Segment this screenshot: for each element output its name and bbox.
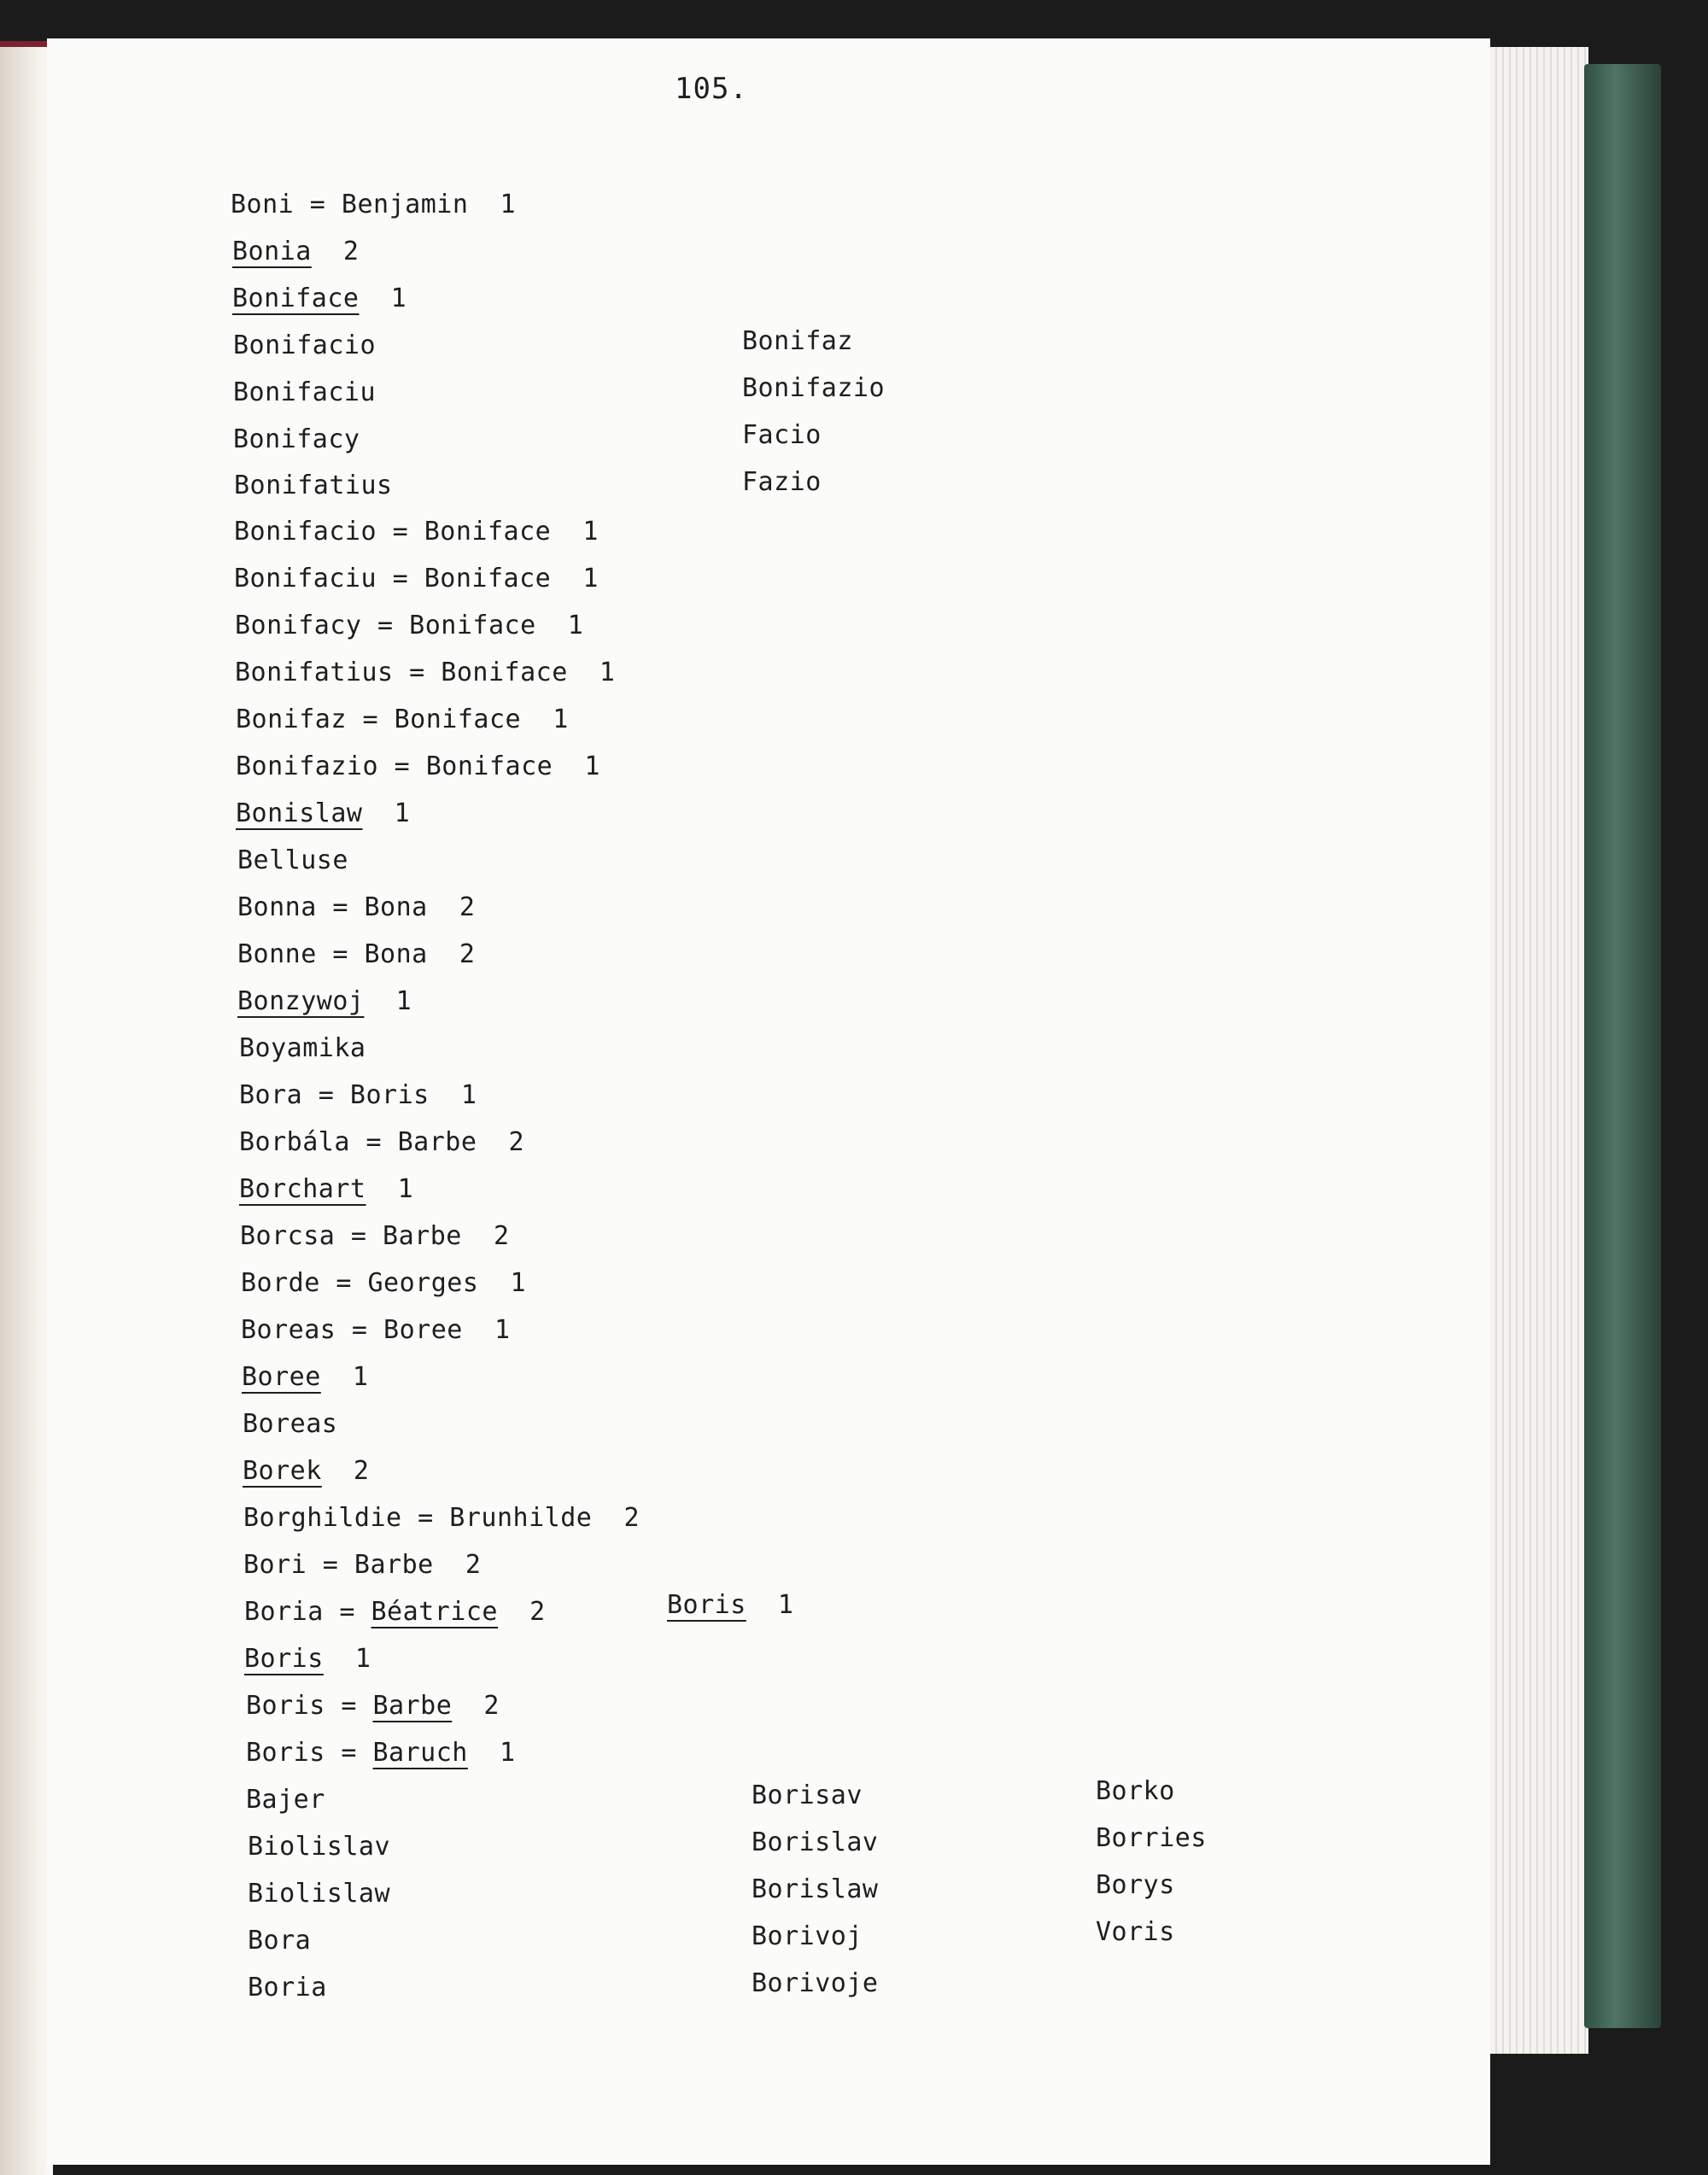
entry-text: Bonna = Bona 2 <box>237 892 476 922</box>
entry-text: Fazio <box>742 467 822 497</box>
entry-text: Borislav <box>752 1827 879 1857</box>
entry-text: Borys <box>1096 1870 1175 1900</box>
entry-text: Bora = Boris 1 <box>239 1080 477 1110</box>
entry-text: Bori = Barbe 2 <box>243 1550 482 1580</box>
left-page-edge <box>0 47 53 2175</box>
index-entry <box>242 1362 369 1393</box>
entry-text: Biolislav <box>248 1832 391 1862</box>
index-entry <box>752 1921 863 1952</box>
underlined-name: Bonia <box>232 237 312 266</box>
entry-text: Bonifacy <box>233 424 360 454</box>
entry-text: Voris <box>1096 1917 1175 1947</box>
index-entry <box>237 986 412 1017</box>
entry-text: 1 <box>323 1644 371 1674</box>
index-entry <box>232 237 360 267</box>
entry-text: Borko <box>1096 1776 1175 1806</box>
index-entry <box>752 1780 863 1811</box>
entry-text: Borries <box>1096 1823 1207 1853</box>
entry-text: 1 <box>746 1590 794 1620</box>
index-entry <box>742 467 822 498</box>
entry-text: 1 <box>359 284 407 313</box>
index-entry <box>234 564 599 594</box>
index-entry <box>239 1174 413 1205</box>
entry-text: Bonifacy = Boniface 1 <box>235 611 584 640</box>
entry-text: Boria <box>248 1973 327 2003</box>
index-entry <box>239 1127 524 1158</box>
index-entry <box>236 751 600 782</box>
entry-text: Bonifaz <box>742 326 853 356</box>
index-entry <box>237 845 348 876</box>
index-entry <box>742 420 822 451</box>
index-entry <box>236 798 410 829</box>
index-entry <box>233 424 360 455</box>
underlined-name: Barbe <box>372 1691 453 1721</box>
page-stack-edge <box>1490 47 1588 2054</box>
entry-text: Borivoj <box>752 1921 863 1951</box>
underlined-name: Bonislaw <box>236 798 363 828</box>
entry-text: Bonifacio <box>233 330 377 360</box>
index-entry <box>244 1597 546 1628</box>
entry-text: Borcsa = Barbe 2 <box>240 1221 510 1251</box>
index-entry <box>241 1268 526 1299</box>
index-entry <box>233 377 376 408</box>
entry-text: Bonifatius = Boniface 1 <box>235 658 616 687</box>
index-entry <box>752 1874 879 1905</box>
index-entry <box>246 1785 325 1815</box>
index-entry <box>248 1926 311 1956</box>
index-entry <box>231 190 516 220</box>
index-entry <box>234 471 393 501</box>
index-entry <box>667 1590 794 1621</box>
index-entry <box>241 1315 511 1346</box>
entry-text: Borislaw <box>752 1874 879 1904</box>
underlined-name: Boris <box>244 1644 324 1674</box>
entry-text: Bonifazio <box>742 373 886 403</box>
entry-text: Boris = <box>246 1691 373 1721</box>
index-entry <box>234 517 599 547</box>
entry-text: Boni = Benjamin 1 <box>231 190 517 219</box>
index-entry <box>235 611 583 641</box>
entry-text: 1 <box>366 1174 414 1204</box>
entry-text: 2 <box>321 1456 370 1486</box>
entry-text: Borde = Georges 1 <box>241 1268 527 1298</box>
entry-text: Bonifazio = Boniface 1 <box>236 751 600 781</box>
entry-text: 1 <box>364 986 412 1016</box>
underlined-name: Boree <box>242 1362 321 1392</box>
underlined-name: Boniface <box>232 284 360 313</box>
underlined-name: Borek <box>243 1456 322 1486</box>
entry-text: Bonifacio = Boniface 1 <box>234 517 599 547</box>
underlined-name: Béatrice <box>371 1597 498 1627</box>
entry-text: Bonifaciu = Boniface 1 <box>234 564 599 593</box>
underlined-name: Baruch <box>372 1738 468 1768</box>
index-entry <box>243 1409 337 1440</box>
index-entry <box>248 1973 327 2003</box>
entry-text: Biolislaw <box>248 1879 391 1909</box>
index-entry <box>752 1968 879 1999</box>
page-number: 105. <box>675 72 748 106</box>
entry-text: Facio <box>742 420 822 450</box>
index-entry <box>248 1832 390 1862</box>
index-entry <box>248 1879 390 1909</box>
entry-text: Bonifaciu <box>233 377 377 407</box>
entry-text: Boreas <box>243 1409 338 1439</box>
index-entry <box>1096 1870 1175 1901</box>
underlined-name: Borchart <box>239 1174 366 1204</box>
entry-text: Bonifatius <box>234 471 393 500</box>
index-entry <box>235 658 615 688</box>
entry-text: 1 <box>320 1362 369 1392</box>
entry-text: 1 <box>362 798 411 828</box>
index-entry <box>243 1550 481 1581</box>
entry-text: Borivoje <box>752 1968 879 1998</box>
index-entry <box>742 373 885 404</box>
index-entry <box>1096 1917 1175 1948</box>
index-entry <box>243 1456 370 1487</box>
index-entry <box>239 1080 477 1111</box>
index-entry <box>239 1033 366 1064</box>
entry-text: Boria = <box>244 1597 371 1627</box>
entry-text: Bajer <box>246 1785 325 1815</box>
entry-text: Borbála = Barbe 2 <box>239 1127 525 1157</box>
entry-text: Boris = <box>246 1738 373 1768</box>
index-entry <box>1096 1823 1207 1854</box>
entry-text: Bonifaz = Boniface 1 <box>236 705 569 734</box>
index-entry <box>237 939 475 970</box>
entry-text: Belluse <box>237 845 348 875</box>
entry-text: Bonne = Bona 2 <box>237 939 476 969</box>
entry-text: Boreas = Boree 1 <box>241 1315 511 1345</box>
entry-text: Borisav <box>752 1780 863 1810</box>
entry-text: 1 <box>467 1738 516 1768</box>
index-entry <box>246 1691 500 1722</box>
entry-text: 2 <box>311 237 360 266</box>
index-entry <box>752 1827 879 1858</box>
entry-text: Borghildie = Brunhilde 2 <box>243 1503 640 1533</box>
index-entry <box>1096 1776 1175 1807</box>
index-entry <box>246 1738 516 1769</box>
index-entry <box>240 1221 510 1252</box>
entry-text: 2 <box>452 1691 500 1721</box>
index-entry <box>236 705 569 735</box>
entry-text: Boyamika <box>239 1033 366 1063</box>
index-entry <box>243 1503 640 1534</box>
index-entry <box>233 330 376 361</box>
underlined-name: Boris <box>667 1590 746 1620</box>
index-entry <box>742 326 853 357</box>
entry-text: 2 <box>498 1597 546 1627</box>
underlined-name: Bonzywoj <box>237 986 365 1016</box>
index-entry <box>237 892 475 923</box>
index-entry <box>244 1644 371 1675</box>
entry-text: Bora <box>248 1926 312 1956</box>
index-entry <box>232 284 407 314</box>
book-cover-edge <box>1584 64 1661 2028</box>
